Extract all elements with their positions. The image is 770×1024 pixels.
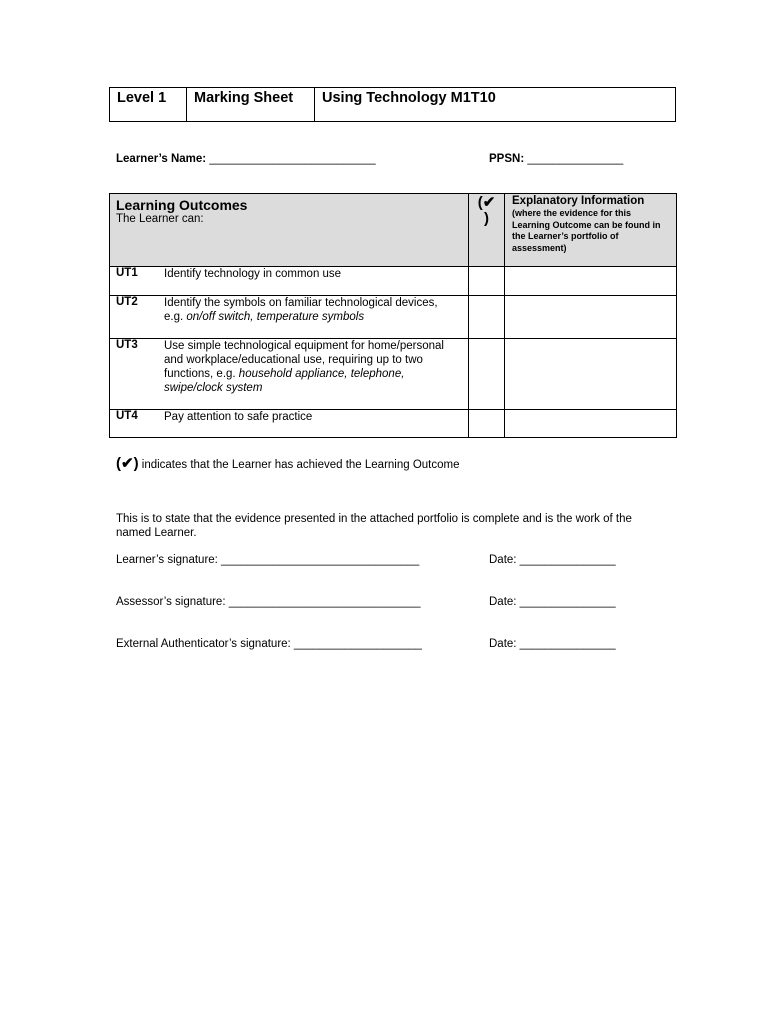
outcomes-subtitle: The Learner can: bbox=[116, 213, 204, 225]
outcome-code: UT1 bbox=[116, 267, 138, 279]
tick-header-mark: (✔ bbox=[477, 194, 496, 211]
external-authenticator-date-field[interactable]: Date: _______________ bbox=[489, 638, 616, 650]
learner-signature-field[interactable]: Learner’s signature: _______________________________ bbox=[116, 554, 420, 566]
outcome-code: UT4 bbox=[116, 410, 138, 422]
explanatory-note: (where the evidence for this Learning Outcome can be found in the Learner’s portfolio of assessment) bbox=[512, 208, 661, 253]
outcome-text: Identify the symbols on familiar technological devices, e.g. on/off switch, temperature symbols bbox=[164, 297, 438, 323]
outcome-cell bbox=[110, 339, 469, 410]
outcomes-table bbox=[109, 193, 677, 438]
tick-legend-mark: (✔) bbox=[116, 455, 139, 472]
learner-date-field[interactable]: Date: _______________ bbox=[489, 554, 616, 566]
outcomes-header-row bbox=[110, 194, 677, 267]
outcome-text: Use simple technological equipment for home/personal and workplace/educational use, requiring up to two functions, e.g. household appliance, telephone, swipe/clock system bbox=[164, 340, 444, 394]
ppsn-line bbox=[489, 153, 623, 165]
header-table bbox=[109, 87, 676, 122]
ppsn-field[interactable]: _______________ bbox=[527, 153, 624, 165]
outcome-cell bbox=[110, 296, 469, 339]
tick-cell[interactable] bbox=[469, 339, 505, 410]
outcomes-title: Learning Outcomes bbox=[116, 197, 248, 213]
explanatory-cell[interactable] bbox=[505, 339, 677, 410]
ppsn-label: PPSN: bbox=[489, 153, 525, 165]
outcome-code: UT2 bbox=[116, 296, 138, 308]
outcome-text: Pay attention to safe practice bbox=[164, 411, 313, 423]
outcome-cell bbox=[110, 410, 469, 438]
table-row bbox=[110, 296, 677, 339]
marking-sheet-cell: Marking Sheet bbox=[187, 88, 315, 121]
table-row bbox=[110, 410, 677, 438]
outcome-cell bbox=[110, 267, 469, 296]
assessor-date-field[interactable]: Date: _______________ bbox=[489, 596, 616, 608]
learner-name-field[interactable]: __________________________ bbox=[209, 153, 376, 165]
tick-cell[interactable] bbox=[469, 267, 505, 296]
tick-header-close: ) bbox=[484, 210, 489, 227]
explanatory-header-cell bbox=[505, 194, 677, 267]
tick-cell[interactable] bbox=[469, 410, 505, 438]
explanatory-cell[interactable] bbox=[505, 410, 677, 438]
explanatory-cell[interactable] bbox=[505, 267, 677, 296]
table-row bbox=[110, 267, 677, 296]
tick-legend bbox=[116, 454, 460, 472]
external-authenticator-signature-field[interactable]: External Authenticator’s signature: ____________________ bbox=[116, 638, 422, 650]
tick-header-cell bbox=[469, 194, 505, 267]
assessor-signature-field[interactable]: Assessor’s signature: ______________________________ bbox=[116, 596, 421, 608]
outcome-code: UT3 bbox=[116, 339, 138, 351]
explanatory-cell[interactable] bbox=[505, 296, 677, 339]
title-cell: Using Technology M1T10 bbox=[322, 90, 496, 106]
level-cell: Level 1 bbox=[110, 88, 187, 121]
learner-name-line bbox=[116, 153, 376, 165]
table-row bbox=[110, 339, 677, 410]
tick-cell[interactable] bbox=[469, 296, 505, 339]
outcome-text: Identify technology in common use bbox=[164, 268, 342, 280]
evidence-statement: This is to state that the evidence presented in the attached portfolio is complete and is the work of the named Learner. bbox=[116, 513, 632, 539]
explanatory-title: Explanatory Information bbox=[512, 195, 645, 207]
learner-name-label: Learner’s Name: bbox=[116, 153, 207, 165]
tick-legend-text: indicates that the Learner has achieved the Learning Outcome bbox=[138, 459, 460, 471]
outcomes-header-cell bbox=[110, 194, 469, 267]
